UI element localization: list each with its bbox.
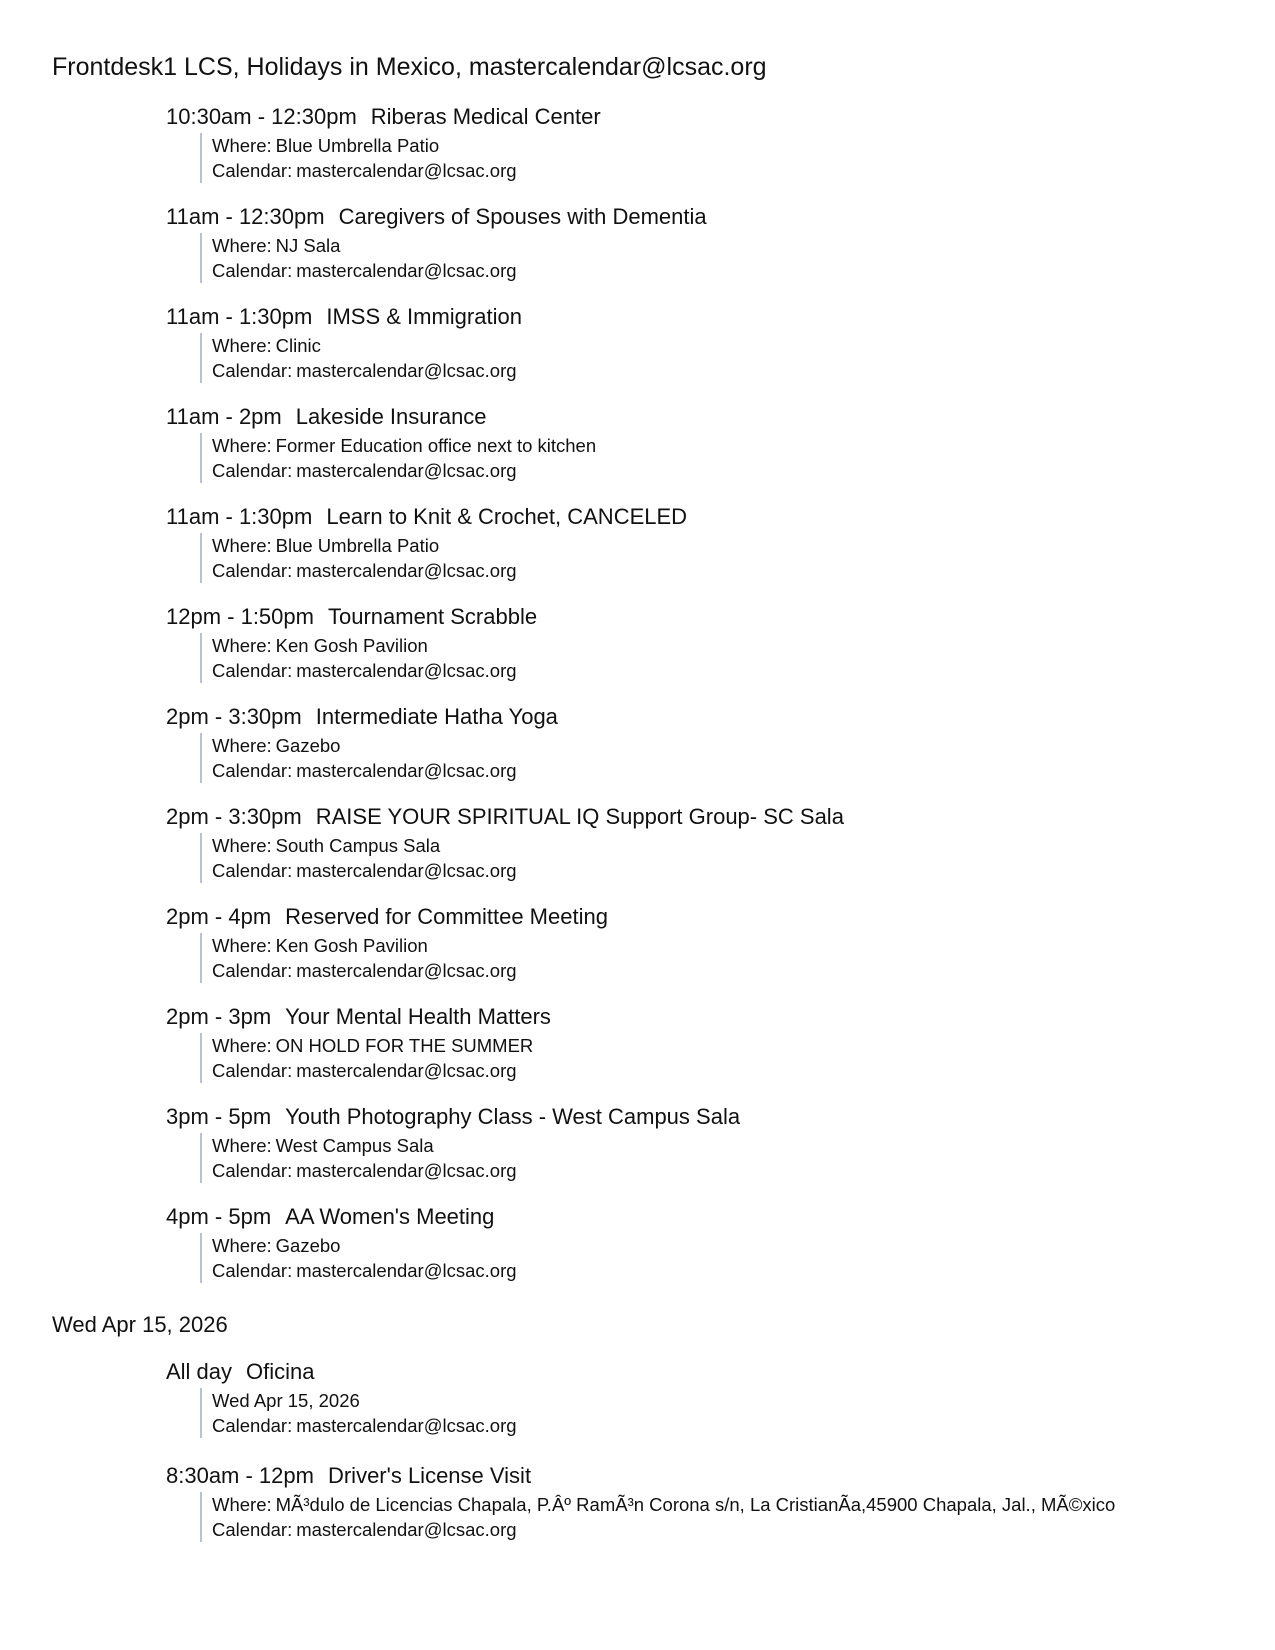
- event-calendar: mastercalendar@lcsac.org: [296, 660, 517, 681]
- event-calendar: mastercalendar@lcsac.org: [296, 1519, 517, 1540]
- event-where-line: [212, 433, 1232, 458]
- event-time: 4pm - 5pm: [166, 1204, 272, 1229]
- event-time: 3pm - 5pm: [166, 1104, 272, 1129]
- event-time: 12pm - 1:50pm: [166, 604, 314, 629]
- event-item[interactable]: [166, 603, 1226, 693]
- event-where-line: [212, 1033, 1232, 1058]
- event-time: 10:30am - 12:30pm: [166, 104, 357, 129]
- event-item[interactable]: [166, 303, 1226, 393]
- event-time: 11am - 1:30pm: [166, 504, 313, 529]
- event-title-line: [166, 503, 687, 531]
- event-details: [200, 833, 1232, 883]
- event-title-line: [166, 1203, 494, 1231]
- event-title: Caregivers of Spouses with Dementia: [338, 204, 707, 229]
- event-time: 11am - 2pm: [166, 404, 282, 429]
- calendar-label: Calendar:: [212, 1519, 293, 1540]
- calendar-label: Calendar:: [212, 460, 293, 481]
- event-where: Clinic: [275, 335, 321, 356]
- event-where-line: [212, 1492, 1232, 1517]
- event-title-line: [166, 1103, 740, 1131]
- event-where: Blue Umbrella Patio: [275, 135, 440, 156]
- event-where: NJ Sala: [275, 235, 341, 256]
- event-title: Youth Photography Class - West Campus Sala: [285, 1104, 741, 1129]
- event-calendar-line: [212, 858, 1232, 883]
- where-label: Where:: [212, 1494, 272, 1515]
- event-title-line: [166, 1003, 551, 1031]
- event-item[interactable]: [166, 1003, 1226, 1093]
- event-details: [200, 1388, 1232, 1438]
- event-calendar: mastercalendar@lcsac.org: [296, 960, 517, 981]
- event-title-line: [166, 403, 487, 431]
- event-details: [200, 633, 1232, 683]
- event-calendar-line: [212, 958, 1232, 983]
- event-title: Lakeside Insurance: [295, 404, 487, 429]
- event-where-line: [212, 1233, 1232, 1258]
- event-item[interactable]: [166, 1203, 1226, 1293]
- event-details: [200, 933, 1232, 983]
- event-calendar: mastercalendar@lcsac.org: [296, 1060, 517, 1081]
- event-time: 8:30am - 12pm: [166, 1463, 314, 1488]
- calendar-label: Calendar:: [212, 1160, 293, 1181]
- event-title-line: [166, 603, 537, 631]
- event-where: Former Education office next to kitchen: [275, 435, 597, 456]
- event-time: 2pm - 3:30pm: [166, 804, 302, 829]
- event-details: [200, 1133, 1232, 1183]
- event-where-line: [212, 733, 1232, 758]
- event-calendar-line: [212, 258, 1232, 283]
- event-calendar: mastercalendar@lcsac.org: [296, 1260, 517, 1281]
- event-calendar: mastercalendar@lcsac.org: [296, 1415, 517, 1436]
- event-title: Tournament Scrabble: [327, 604, 538, 629]
- event-details: [200, 133, 1232, 183]
- event-details: [200, 1033, 1232, 1083]
- event-title-line: [166, 103, 601, 131]
- event-calendar-line: [212, 658, 1232, 683]
- event-item[interactable]: [166, 1103, 1226, 1193]
- event-title: AA Women's Meeting: [285, 1204, 495, 1229]
- event-calendar: mastercalendar@lcsac.org: [296, 160, 517, 181]
- event-calendar-line: [212, 158, 1232, 183]
- event-title: RAISE YOUR SPIRITUAL IQ Support Group- SC Sala: [315, 804, 844, 829]
- event-where: MÃ³dulo de Licencias Chapala, P.Âº RamÃ³n Corona s/n, La CristianÃa,45900 Chapala, Jal., MÃ©xico: [275, 1494, 1116, 1515]
- event-time: All day: [166, 1359, 233, 1384]
- event-title-line: [166, 1358, 315, 1386]
- where-label: Where:: [212, 935, 272, 956]
- event-calendar: mastercalendar@lcsac.org: [296, 460, 517, 481]
- event-date-line: Wed Apr 15, 2026: [212, 1390, 360, 1411]
- event-where-line: [212, 533, 1232, 558]
- where-label: Where:: [212, 635, 272, 656]
- event-where: Gazebo: [275, 1235, 341, 1256]
- event-calendar-line: [212, 1058, 1232, 1083]
- calendar-label: Calendar:: [212, 560, 293, 581]
- calendar-label: Calendar:: [212, 760, 293, 781]
- event-title-line: [166, 703, 558, 731]
- event-where: Gazebo: [275, 735, 341, 756]
- event-item[interactable]: [166, 403, 1226, 493]
- event-where-line: [212, 233, 1232, 258]
- event-title-line: [166, 803, 844, 831]
- event-where: ON HOLD FOR THE SUMMER: [275, 1035, 534, 1056]
- event-time: 2pm - 4pm: [166, 904, 272, 929]
- event-time: 11am - 1:30pm: [166, 304, 313, 329]
- calendar-label: Calendar:: [212, 1260, 293, 1281]
- page-title: Frontdesk1 LCS, Holidays in Mexico, mastercalendar@lcsac.org: [52, 53, 767, 81]
- where-label: Where:: [212, 535, 272, 556]
- calendar-label: Calendar:: [212, 1060, 293, 1081]
- event-details: [200, 333, 1232, 383]
- event-details: [200, 1492, 1232, 1542]
- event-time: 2pm - 3:30pm: [166, 704, 302, 729]
- event-details: [200, 233, 1232, 283]
- where-label: Where:: [212, 135, 272, 156]
- event-where: Ken Gosh Pavilion: [275, 935, 428, 956]
- event-item[interactable]: [166, 903, 1226, 993]
- event-calendar: mastercalendar@lcsac.org: [296, 860, 517, 881]
- event-calendar-line: [212, 1517, 1232, 1542]
- where-label: Where:: [212, 435, 272, 456]
- event-calendar-line: [212, 1258, 1232, 1283]
- event-item[interactable]: [166, 103, 1226, 193]
- event-title-line: [166, 1462, 531, 1490]
- calendar-label: Calendar:: [212, 260, 293, 281]
- event-calendar-line: [212, 1413, 1232, 1438]
- event-calendar-line: [212, 358, 1232, 383]
- event-where-line: [212, 1133, 1232, 1158]
- event-calendar: mastercalendar@lcsac.org: [296, 360, 517, 381]
- event-title: Oficina: [246, 1359, 315, 1384]
- event-item[interactable]: [166, 1358, 1226, 1448]
- event-details: [200, 533, 1232, 583]
- event-item[interactable]: [166, 803, 1226, 893]
- event-title: IMSS & Immigration: [326, 304, 522, 329]
- event-item[interactable]: [166, 703, 1226, 793]
- where-label: Where:: [212, 335, 272, 356]
- event-title: Driver's License Visit: [327, 1463, 532, 1488]
- calendar-label: Calendar:: [212, 960, 293, 981]
- event-details: [200, 433, 1232, 483]
- event-where-line: [212, 133, 1232, 158]
- event-details: [200, 733, 1232, 783]
- event-calendar-line: [212, 458, 1232, 483]
- event-where: Ken Gosh Pavilion: [275, 635, 428, 656]
- where-label: Where:: [212, 1035, 272, 1056]
- event-calendar-line: [212, 758, 1232, 783]
- event-details: [200, 1233, 1232, 1283]
- event-title-line: [166, 303, 522, 331]
- event-title: Riberas Medical Center: [370, 104, 601, 129]
- event-title-line: [166, 903, 608, 931]
- calendar-label: Calendar:: [212, 860, 293, 881]
- date-heading: Wed Apr 15, 2026: [52, 1312, 228, 1337]
- event-calendar: mastercalendar@lcsac.org: [296, 560, 517, 581]
- event-calendar-line: [212, 558, 1232, 583]
- event-time: 2pm - 3pm: [166, 1004, 272, 1029]
- event-item[interactable]: [166, 203, 1226, 293]
- where-label: Where:: [212, 835, 272, 856]
- event-calendar: mastercalendar@lcsac.org: [296, 760, 517, 781]
- event-item[interactable]: [166, 1462, 1226, 1552]
- event-title: Your Mental Health Matters: [285, 1004, 551, 1029]
- event-title-line: [166, 203, 707, 231]
- calendar-label: Calendar:: [212, 1415, 293, 1436]
- event-item[interactable]: [166, 503, 1226, 593]
- where-label: Where:: [212, 1235, 272, 1256]
- event-title: Learn to Knit & Crochet, CANCELED: [326, 504, 688, 529]
- calendar-label: Calendar:: [212, 160, 293, 181]
- where-label: Where:: [212, 1135, 272, 1156]
- event-where: South Campus Sala: [275, 835, 441, 856]
- event-where-line: [212, 833, 1232, 858]
- event-where-line: [212, 333, 1232, 358]
- where-label: Where:: [212, 735, 272, 756]
- event-where-line: [212, 933, 1232, 958]
- event-calendar-line: [212, 1158, 1232, 1183]
- event-where: Blue Umbrella Patio: [275, 535, 440, 556]
- event-where-line: [212, 633, 1232, 658]
- calendar-label: Calendar:: [212, 660, 293, 681]
- event-where: West Campus Sala: [275, 1135, 434, 1156]
- event-time: 11am - 12:30pm: [166, 204, 325, 229]
- event-calendar: mastercalendar@lcsac.org: [296, 1160, 517, 1181]
- event-title: Reserved for Committee Meeting: [285, 904, 608, 929]
- event-calendar: mastercalendar@lcsac.org: [296, 260, 517, 281]
- where-label: Where:: [212, 235, 272, 256]
- calendar-label: Calendar:: [212, 360, 293, 381]
- event-title: Intermediate Hatha Yoga: [315, 704, 558, 729]
